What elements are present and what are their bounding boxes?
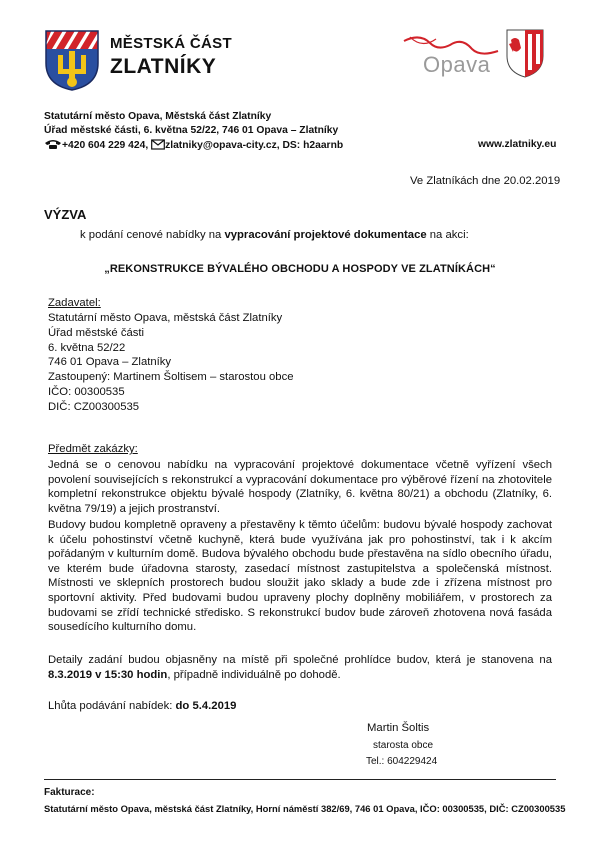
zadavatel-line: DIČ: CZ00300535: [48, 400, 140, 413]
zadavatel-line: 746 01 Opava – Zlatníky: [48, 356, 172, 369]
detail-paragraph: Detaily zadání budou objasněny na místě při společné prohlídce budov, která je stanovena na 8.3.2019 v 15:30 hodin, případně individuálně po dohodě.: [48, 654, 552, 681]
document-date: Ve Zlatníkách dne 20.02.2019: [410, 175, 561, 187]
envelope-icon: [151, 139, 165, 150]
address-line-1: Statutární město Opava, Městská část Zlatníky: [44, 111, 272, 122]
intro-text: k podání cenové nabídky na vypracování projektové dokumentace na akci:: [80, 229, 469, 241]
fakturace-heading: Fakturace:: [44, 787, 95, 798]
deadline-line: Lhůta podávání nabídek: do 5.4.2019: [48, 700, 237, 712]
municipality-name-line1: MĚSTSKÁ ČÁST: [110, 35, 232, 52]
predmet-paragraph-1: Jedná se o cenovou nabídku na vypracování projektové dokumentace včetně vyřízení všech povolení souvisejících s rekonstrukcí a vypracování dokumentace pro výběrové řízení na zhotovitele kompletní rekonstrukce objektu bývalé hospody (Zlatníky, 6. května 80/21) a obchodu (Zlatníky, 6. května 79/19) a jejich prostranství.: [48, 459, 552, 515]
website-link[interactable]: www.zlatniky.eu: [478, 139, 557, 150]
zadavatel-details: [48, 311, 294, 415]
municipality-name-line2: ZLATNÍKY: [110, 55, 217, 78]
signatory-role: starosta obce: [373, 740, 434, 751]
address-line-2: Úřad městské části, 6. května 52/22, 746 01 Opava – Zlatníky: [44, 125, 339, 136]
contact-line: [44, 139, 343, 151]
predmet-paragraph-2: Budovy budou kompletně opraveny a přestavěny k těmto účelům: budovu bývalé hospody zachovat k účelu pohostinství včetně kuchyně, která bude využívána jak pro pohostinství, tak i k akcím pořádaným v kulturním domě. Budova bývalého obchodu bude přestavěna na sídlo obecního úřadu, ve kterém bude úřadovna starosty, zasedací místnost zastupitelstva a společenská místnost. Místnosti ve sklepních prostorech budou sloužit jako sklady a bude zde i zřízena místnost pro sportovní aktivity. Před budovami budou upraveny plochy doplněny mobiliářem, v prostorech za budovami se zřídí technické středisko. S rekonstrukcí budov bude zároveň zhotovena nová fasáda sousedícího kulturního domu.: [48, 519, 552, 634]
signatory-name: Martin Šoltis: [367, 722, 430, 734]
phone-icon: [44, 139, 62, 150]
zadavatel-line: Statutární město Opava, městská část Zlatníky: [48, 312, 283, 324]
zlatniky-crest-logo: [44, 29, 100, 91]
email-address[interactable]: zlatniky@opava-city.cz, DS: h2aarnb: [165, 140, 344, 151]
zadavatel-line: IČO: 00300535: [48, 385, 125, 398]
opava-logo-text: Opava: [423, 52, 491, 77]
zadavatel-line: Zastoupený: Martinem Šoltisem – starostou obce: [48, 371, 294, 384]
fakturace-text: Statutární město Opava, městská část Zlatníky, Horní náměstí 382/69, 746 01 Opava, IČO: 00300535, DIČ: CZ00300535: [44, 803, 566, 814]
opava-eagle-shield-icon: [505, 28, 545, 78]
zadavatel-heading: Zadavatel:: [48, 297, 101, 309]
project-name: „REKONSTRUKCE BÝVALÉHO OBCHODU A HOSPODY VE ZLATNÍKÁCH“: [104, 263, 496, 275]
signatory-phone: Tel.: 604229424: [366, 756, 438, 767]
predmet-heading: Předmět zakázky:: [48, 443, 138, 455]
zadavatel-line: Úřad městské části: [48, 326, 145, 339]
phone-number: +420 604 229 424,: [62, 140, 149, 151]
document-title: VÝZVA: [44, 207, 87, 222]
footer-divider: [44, 779, 556, 780]
zadavatel-line: 6. května 52/22: [48, 341, 126, 354]
